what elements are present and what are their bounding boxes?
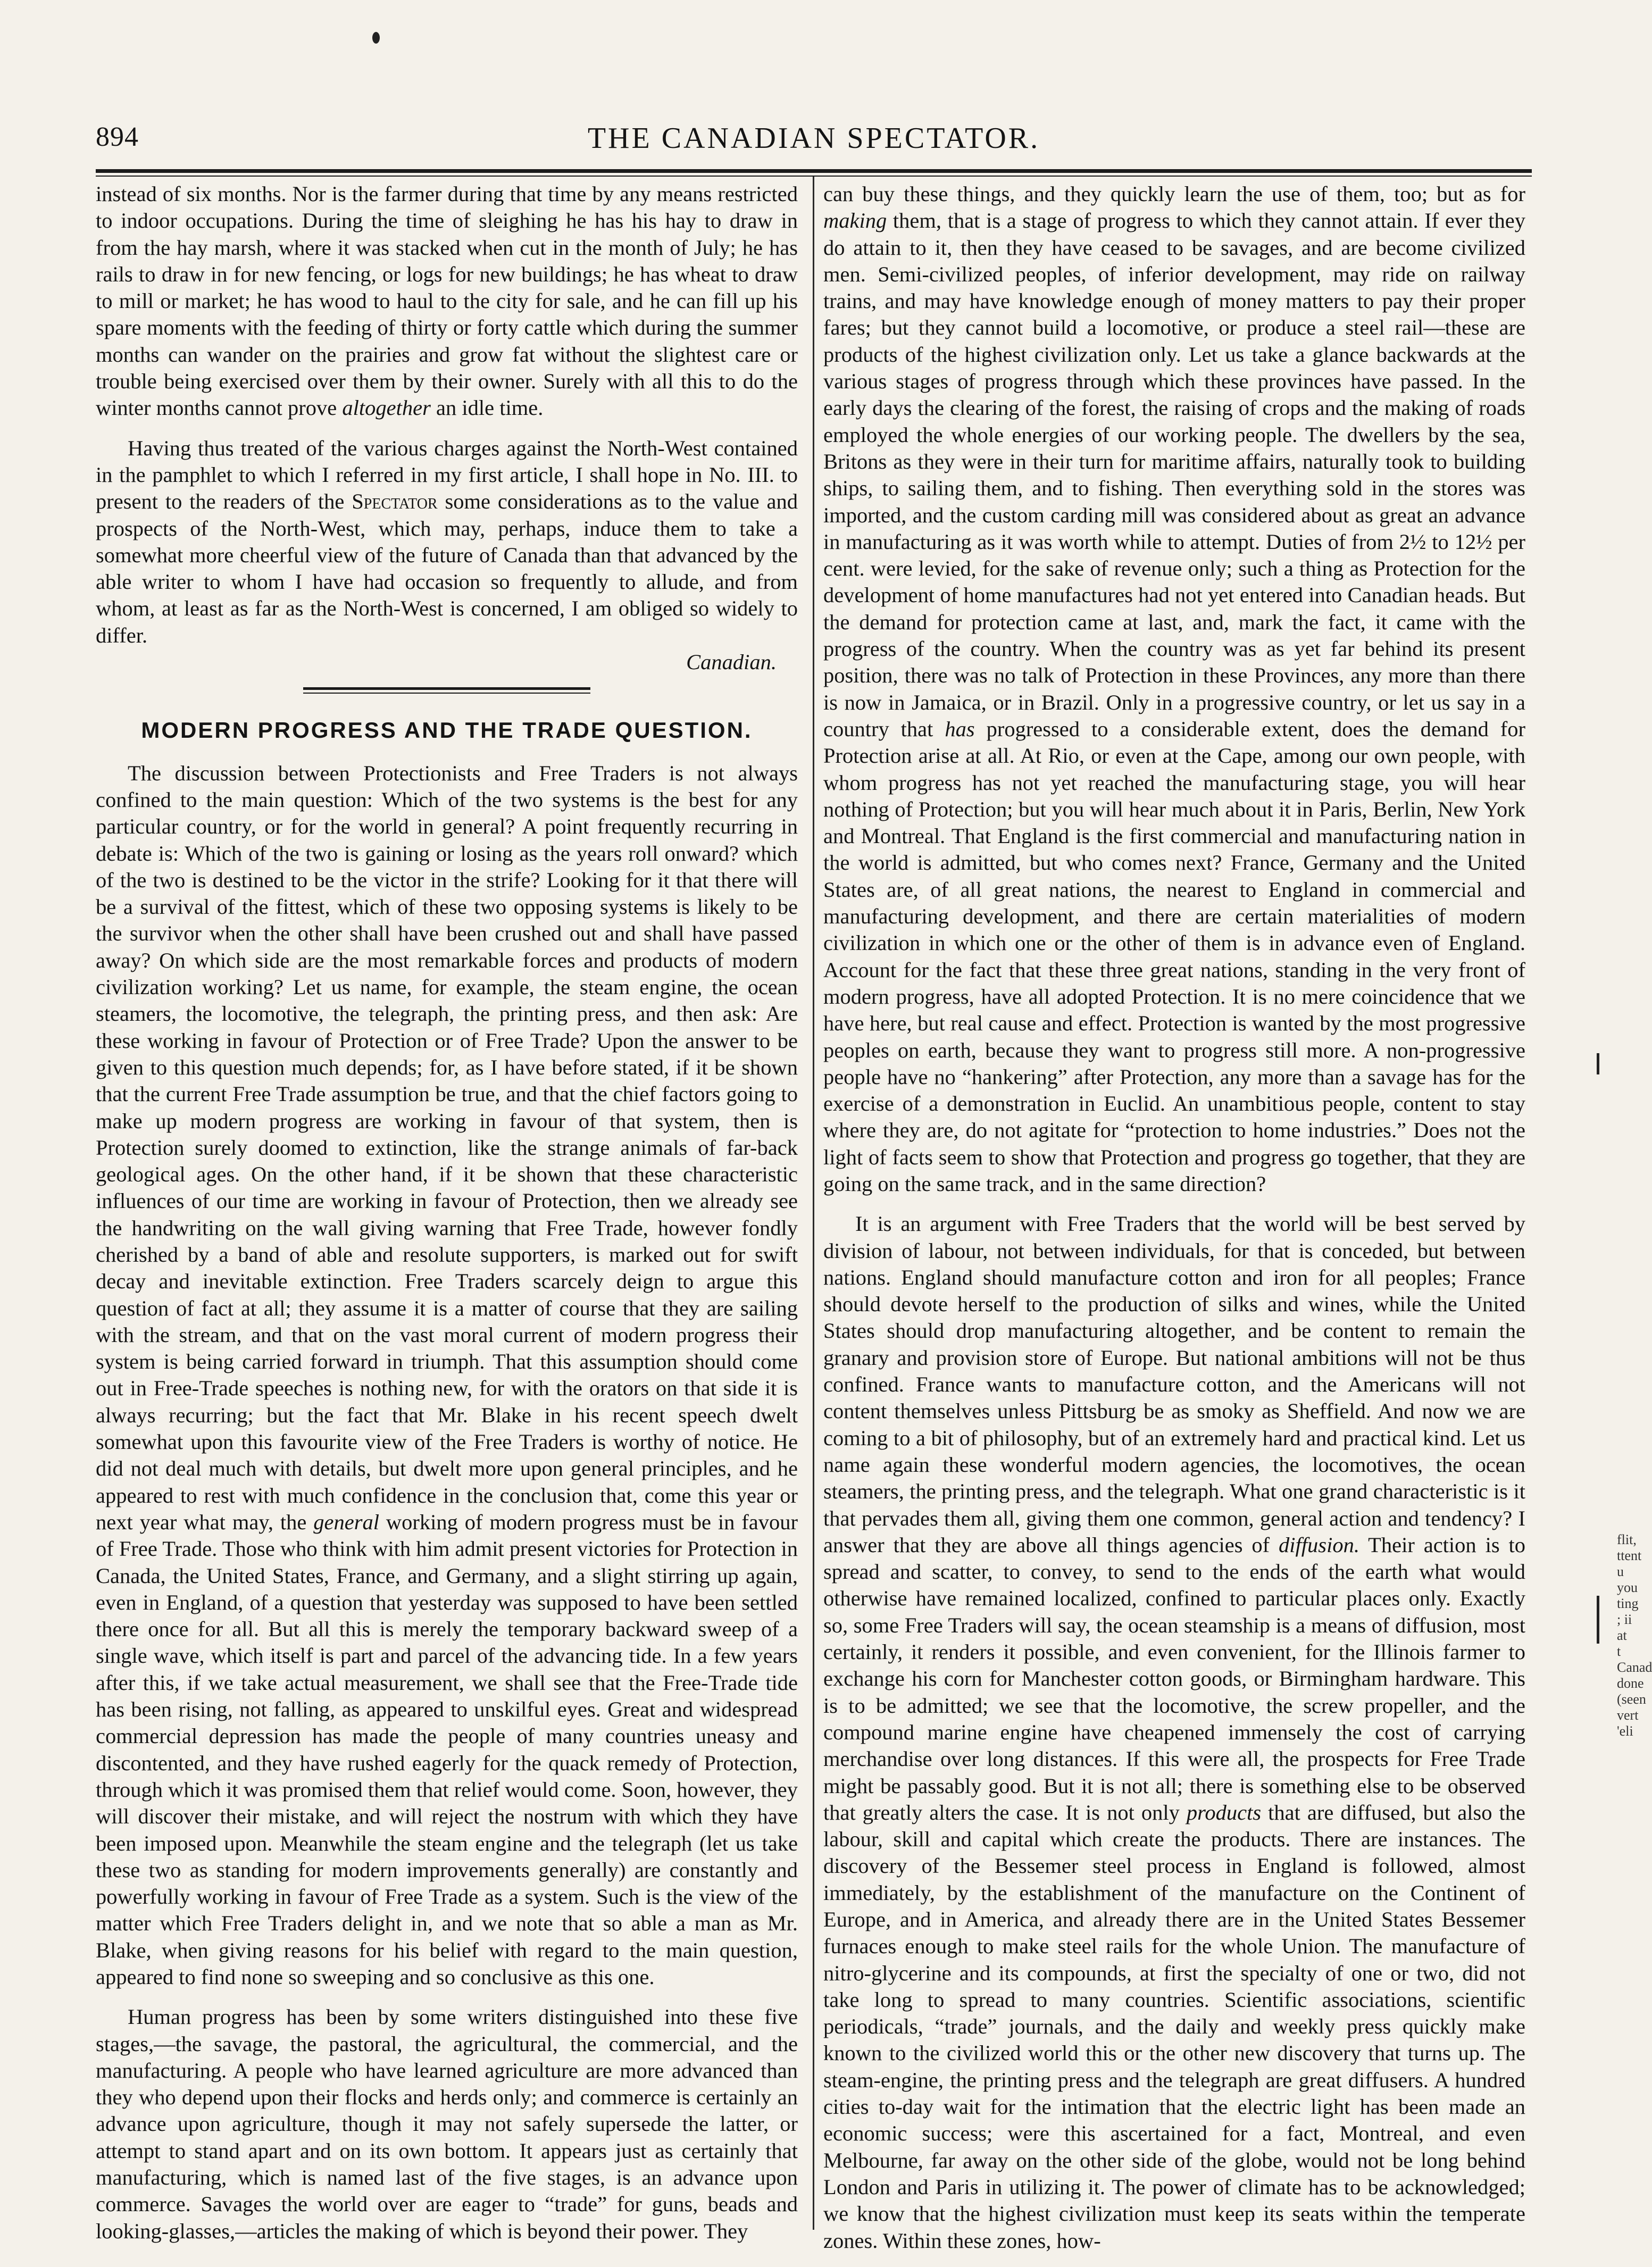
column-divider (813, 177, 814, 2230)
ink-speck (372, 32, 380, 44)
bleed-through-fragment: flit, ttent u you ting ; ii at t Canad done (seen vert 'eli (1617, 1532, 1652, 1739)
article-paragraph: It is an argument with Free Traders that the world will be best served by division of labour, not between individuals, for that is conceded, but between nations. England should manufacture cotton and iron for all peoples; France should devote herself to the production of silks and wines, while the United States should drop manufacturing altogether, and be content to remain the granary and provision store of Europe. But national ambitions will not be thus confined. France wants to manufacture cotton, and the Americans will not content themselves unless Pittsburg be as smoky as Sheffield. And now we are coming to a bit of philosophy, but of an extremely hard and practical kind. Let us name again these wonderful modern agencies, the locomotives, the ocean steamers, the printing press, and the telegraph. What one grand characteristic is it that pervades them all, giving them one common, general action and tendency? I answer that they are above all things agencies of diffusion. Their action is to spread and scatter, to convey, to send to the ends of the earth what would otherwise have remained localized, confined to particular places only. Exactly so, some Free Traders will say, the ocean steamship is a means of diffusion, most certainly, it renders it possible, and even convenient, for the Illinois farmer to exchange his corn for Manchester cotton goods, or Birmingham hardware. This is to be admitted; we see that the locomotive, the screw propeller, and the compound marine engine have cheapened immensely the cost of carrying merchandise over long distances. If this were all, the prospects for Free Trade might be passably good. But it is not all; there is something else to be observed that greatly alters the case. It is not only products that are diffused, but also the labour, skill and capital which create the products. There are instances. The discovery of the Bessemer steel process in England is followed, almost immediately, by the establishment of the manufacture on the Continent of Europe, and in America, and already there are in the United States Bessemer furnaces enough to make steel rails for the whole Union. The manufacture of nitro-glycerine and its compounds, at first the specialty of one or two, did not take long to spread to many countries. Scientific associations, scientific periodicals, “trade” journals, and the daily and weekly press quickly make known to the civilized world this or the other new discovery that turns up. The steam-engine, the printing press and the telegraph are great diffusers. A hundred cities to-day wait for the intimation that the electric light has been made an economic success; were this ascertained for a fact, Montreal, and even Melbourne, far away on the other side of the globe, would not be long behind London and Paris in utilizing it. The power of climate has to be acknowledged; we know that the highest civilization must keep its seats within the temperate zones. Within these zones, how- (823, 1212, 1525, 2253)
article-paragraph: The discussion between Protectionists and Free Traders is not always confined to the main question: Which of the two systems is the best for any particular country, or for the world in general? A point frequently recurring in debate is: Which of the two is gaining or losing as the years roll onward? which of the two is destined to be the victor in the strife? Looking for it that there will be a survival of the fittest, which of these two opposing systems is likely to be the survivor when the other shall have been crushed out and shall have passed away? On which side are the most remarkable forces and products of modern civilization working? Let us name, for example, the steam engine, the ocean steamers, the locomotive, the telegraph, the printing press, and then ask: Are these working in favour of Protection or of Free Trade? Upon the answer to be given to this question much depends; for, as I have before stated, if it be shown that the current Free Trade assumption be true, and that the chief factors going to make up modern progress are working in favour of that system, then is Protection surely doomed to extinction, like the strange animals of far-back geological ages. On the other hand, if it be shown that these characteristic influences of our time are working in favour of Protection, then we already see the handwriting on the wall giving warning that Free Trade, however fondly cherished by a band of able and resolute supporters, is marked out for swift decay and inevitable extinction. Free Traders scarcely deign to argue this question of fact at all; they assume it is a matter of course that they are sailing with the stream, and that on the vast moral current of modern progress their system is being carried forward in triumph. That this assumption should come out in Free-Trade speeches is nothing new, for with the orators on that side it is always recurring; but the fact that Mr. Blake in his recent speech dwelt somewhat upon this favourite view of the Free Traders is worthy of notice. He did not deal much with details, but dwelt more upon general principles, and he appeared to rest with much confidence in the conclusion that, come this year or next year what may, the general working of modern progress must be in favour of Free Trade. Those who think with him admit present victories for Protection in Canada, the United States, France, and Germany, and a slight stirring up again, even in England, of a question that yesterday was supposed to have been settled there once for all. But all this is merely the temporary backward sweep of a single wave, which itself is part and parcel of the advancing tide. In a few years after this, if we take actual measurement, we shall see that the Free-Trade tide has been rising, not falling, as appeared to unskilful eyes. Great and widespread commercial depression has made the people of many countries uneasy and discontented, and they have rushed eagerly for the quack remedy of Protection, through which it was promised them that relief would come. Soon, however, they will discover their mistake, and will reject the nostrum with which they have been imposed upon. Meanwhile the steam engine and the telegraph (let us take these two as standing for modern improvements generally) are constantly and powerfully working in favour of Free Trade as a system. Such is the view of the matter which Free Traders delight in, and we note that so able a man as Mr. Blake, when giving reasons for his belief with regard to the main question, appeared to find none so sweeping and so conclusive as this one. (96, 761, 798, 1989)
header-rule (96, 169, 1532, 173)
page-header (96, 121, 1532, 164)
left-column (96, 181, 798, 2245)
section-separator (303, 687, 590, 694)
margin-mark (1597, 1596, 1599, 1644)
running-title: THE CANADIAN SPECTATOR. (587, 122, 1040, 155)
closing-paragraph: Having thus treated of the various charges against the North-West contained in the pamphlet to which I referred in my first article, I shall hope in No. III. to present to the readers of the Spectator some considerations as to the value and prospects of the North-West, which may, perhaps, induce them to take a somewhat more cheerful view of the future of Canada than that advanced by the able writer to whom I have had occasion so frequently to allude, and from whom, at least as far as the North-West is concerned, I am obliged so widely to differ. (96, 436, 798, 647)
article-paragraph: can buy these things, and they quickly learn the use of them, too; but as for making them, that is a stage of progress to which they cannot attain. If ever they do attain to it, then they have ceased to be savages, and are become civilized men. Semi-civilized peoples, of inferior development, may ride on railway trains, and may have knowledge enough of money matters to pay their proper fares; but they cannot build a locomotive, or produce a steel rail—these are products of the highest civilization only. Let us take a glance backwards at the various stages of progress through which these provinces have passed. In the early days the clearing of the forest, the raising of crops and the making of roads employed the whole energies of our working people. The dwellers by the sea, Britons as they were in their turn for maritime affairs, naturally took to building ships, to sailing them, and to fishing. Then everything sold in the stores was imported, and the custom carding mill was considered about as great an advance in manufacturing as it was worth while to attempt. Duties of from 2½ to 12½ per cent. were levied, for the sake of revenue only; such a thing as Protection for the development of home manufactures had not yet entered into Canadian heads. But the demand for protection came at last, and, mark the fact, it came with the progress of the country. When the country was as yet far behind its present position, there was no talk of Protection in these Provinces, any more than there is now in Jamaica, or in Brazil. Only in a progressive country, or let us say in a country that has progressed to a considerable extent, does the demand for Protection arise at all. At Rio, or even at the Cape, among our own people, with whom progress has not yet reached the manufacturing stage, you will hear nothing of Protection; but you will hear much about it in Paris, Berlin, New York and Montreal. That England is the first commercial and manufacturing nation in the world is admitted, but who comes next? France, Germany and the United States are, of all great nations, the nearest to England in commercial and manufacturing development, and there are certain materialities of modern civilization in which one or the other of them is in advance even of England. Account for the fact that these three great nations, standing in the very front of modern progress, have all adopted Protection. It is no mere coincidence that we have here, but real cause and effect. Protection is wanted by the most progressive peoples on earth, because they want to progress still more. A non-progressive people have no “hankering” after Protection, any more than a savage has for the exercise of a demonstration in Euclid. An unambitious people, content to stay where they are, do not agitate for “protection to home industries.” Does not the light of facts seem to show that Protection and progress go together, that they are going on the same track, and in the same direction? (823, 182, 1525, 1196)
author-signature: Canadian. (686, 650, 777, 674)
margin-mark (1597, 1053, 1599, 1074)
article-title: MODERN PROGRESS AND THE TRADE QUESTION. (141, 718, 753, 743)
continuation-paragraph: instead of six months. Nor is the farmer during that time by any means restricted to indoor occupations. During the time of sleighing he has his hay to draw in from the hay marsh, where it was stacked when cut in the month of July; he has rails to draw in for new fencing, or logs for new buildings; he has wheat to draw to mill or market; he has wood to haul to the city for sale, and he can fill up his spare moments with the feeding of thirty or forty cattle which during the summer months can wander on the prairies and grow fat without the slightest care or trouble being exercised over them by their owner. Surely with all this to do the winter months cannot prove altogether an idle time. (96, 182, 798, 420)
article-paragraph: Human progress has been by some writers distinguished into these five stages,—the savage, the pastoral, the agricultural, the commercial, and the manufacturing. A people who have learned agriculture are more advanced than they who depend upon their flocks and herds only; and commerce is certainly an advance upon agriculture, though it may not safely supersede the latter, or attempt to stand apart and on its own bottom. It appears just as certainly that manufacturing, which is named last of the five stages, is an advance upon commerce. Savages the world over are eager to “trade” for guns, beads and looking-glasses,—articles the making of which is beyond their power. They (96, 2005, 798, 2243)
page-number: 894 (96, 122, 139, 152)
right-column (823, 181, 1525, 2254)
